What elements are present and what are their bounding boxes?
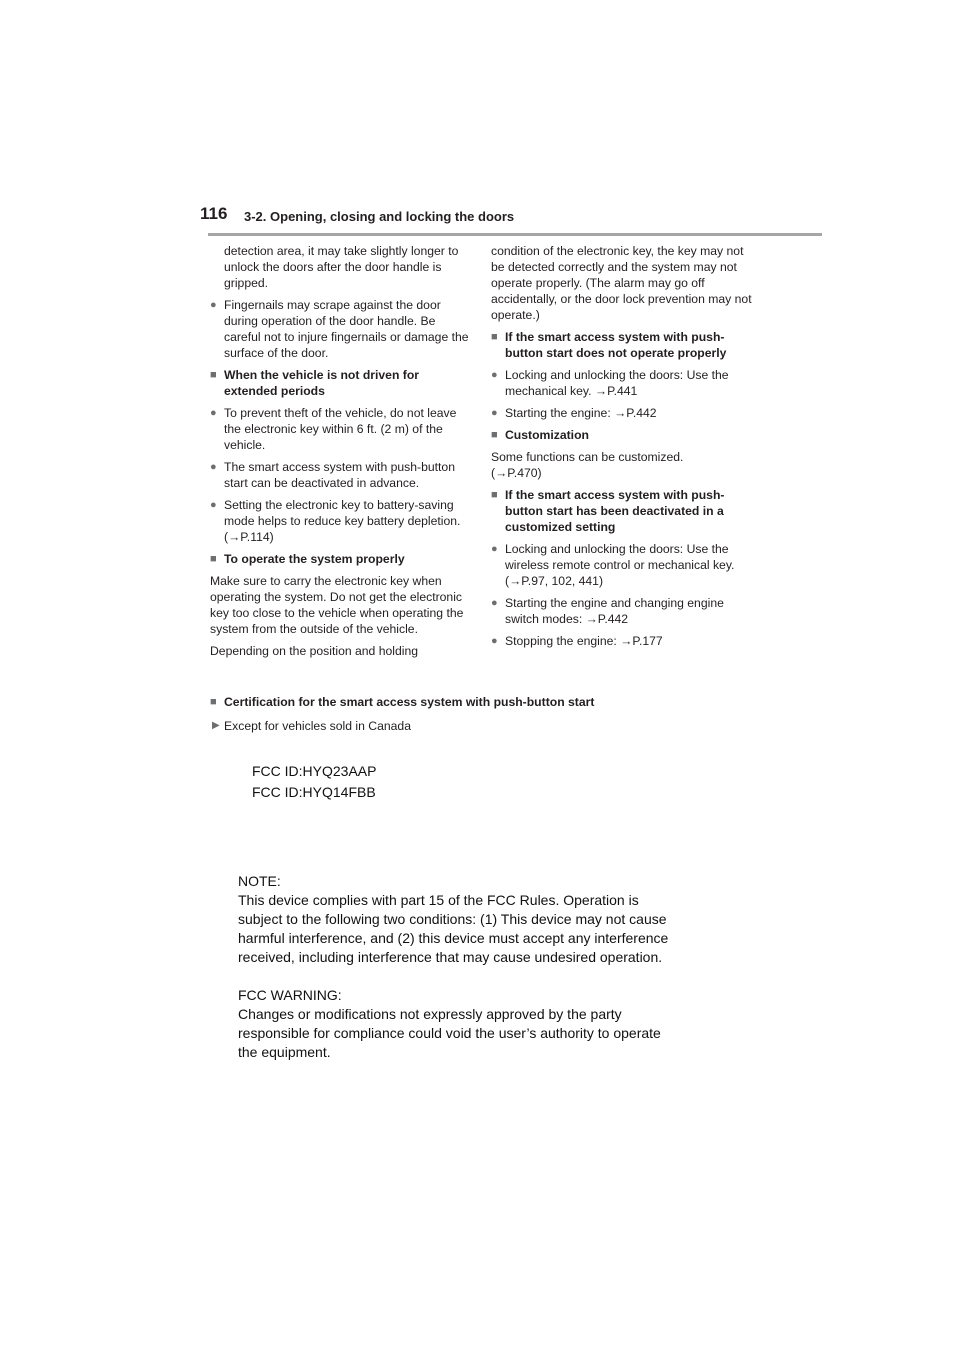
paragraph: Make sure to carry the electronic key when operating the system. Do not get the electronic key too close to the vehicle when operating the system from the outside of the vehicle. [210, 574, 464, 636]
paragraph: condition of the electronic key, the key may not be detected correctly and the system may not operate properly. (The alarm may go off accidentally, or the door lock prevention may not operate.) [491, 244, 752, 322]
page-reference-link[interactable]: P.441 [607, 384, 638, 398]
section-heading: ■ If the smart access system with push-button start does not operate properly [491, 330, 727, 360]
warning-line: responsible for compliance could void the user’s authority to operate [238, 1025, 661, 1041]
note-line: This device complies with part 15 of the FCC Rules. Operation is [238, 892, 639, 908]
arrow-icon: → [620, 634, 633, 648]
bullet-item: ● Stopping the engine: →P.177 [491, 634, 663, 648]
square-bullet-icon: ■ [210, 553, 217, 565]
warning-line: the equipment. [238, 1044, 331, 1060]
bullet-item: ● The smart access system with push-button start can be deactivated in advance. [210, 460, 455, 490]
bullet-item: ● Locking and unlocking the doors: Use the mechanical key. →P.441 [491, 368, 729, 398]
arrow-icon: → [228, 530, 241, 544]
page-reference-link[interactable]: P.442 [597, 612, 629, 626]
bullet-icon: ● [491, 597, 498, 609]
note-line: subject to the following two conditions: (1) This device may not cause [238, 911, 667, 927]
page-number: 116 [200, 204, 228, 223]
fcc-id-list [252, 761, 376, 803]
paragraph: Depending on the position and holding [210, 644, 419, 658]
triangle-bullet-icon: ▶ [212, 720, 220, 731]
page-reference-link[interactable]: P.114 [240, 530, 270, 544]
header-divider [208, 233, 822, 236]
fcc-id: FCC ID:HYQ23AAP [252, 763, 377, 779]
bullet-item: ● Starting the engine: →P.442 [491, 406, 657, 420]
bullet-icon: ● [210, 299, 217, 311]
section-heading: ■ If the smart access system with push-button start has been deactivated in a customized setting [491, 488, 725, 534]
bullet-icon: ● [491, 407, 498, 419]
bullet-item: ● Fingernails may scrape against the door during operation of the door handle. Be careful not to injure fingernails or damage the surface of the door. [210, 298, 469, 360]
region-subheading: ▶ Except for vehicles sold in Canada [212, 719, 411, 733]
note-title: NOTE: [238, 873, 281, 889]
section-title: 3-2. Opening, closing and locking the doors [244, 209, 515, 224]
note-line: harmful interference, and (2) this device must accept any interference [238, 930, 669, 946]
bullet-icon: ● [210, 461, 217, 473]
spacer [238, 967, 738, 986]
section-heading: ■ To operate the system properly [210, 552, 405, 566]
arrow-icon: → [509, 574, 522, 588]
square-bullet-icon: ■ [210, 696, 217, 708]
bullet-icon: ● [491, 635, 498, 647]
page-reference-link[interactable]: P.470 [507, 466, 538, 480]
section-heading: ■ When the vehicle is not driven for extended periods [210, 368, 420, 398]
square-bullet-icon: ■ [491, 331, 498, 343]
bullet-item: ● Starting the engine and changing engine switch modes: →P.442 [491, 596, 724, 626]
warning-line: Changes or modifications not expressly approved by the party [238, 1006, 622, 1022]
warning-title: FCC WARNING: [238, 987, 342, 1003]
section-heading: ■ Certification for the smart access system with push-button start [210, 695, 595, 709]
note-line: received, including interference that may cause undesired operation. [238, 949, 663, 965]
arrow-icon: → [585, 612, 598, 626]
page-header [200, 204, 822, 234]
arrow-icon: → [594, 384, 608, 398]
bullet-icon: ● [491, 543, 498, 555]
square-bullet-icon: ■ [491, 429, 498, 441]
left-column [210, 243, 472, 665]
page-reference-link[interactable]: P.97, 102, 441 [521, 574, 599, 588]
fcc-id: FCC ID:HYQ14FBB [252, 784, 376, 800]
continued-text: detection area, it may take slightly longer to unlock the doors after the door handle is gripped. [224, 244, 459, 290]
arrow-icon: → [495, 466, 508, 480]
bullet-item: ● Setting the electronic key to battery-saving mode helps to reduce key battery depletion. (→P.114) [210, 498, 461, 544]
square-bullet-icon: ■ [210, 369, 217, 381]
square-bullet-icon: ■ [491, 489, 498, 501]
fcc-notice [238, 872, 738, 1062]
section-heading: ■ Customization [491, 428, 589, 442]
paragraph: Some functions can be customized. (→P.470) [491, 450, 684, 480]
bullet-icon: ● [210, 407, 217, 419]
arrow-icon: → [614, 406, 627, 420]
bullet-item: ● Locking and unlocking the doors: Use the wireless remote control or mechanical key. (→P.97, 102, 441) [491, 542, 735, 588]
page-reference-link[interactable]: P.177 [632, 634, 663, 648]
page-reference-link[interactable]: P.442 [626, 406, 657, 420]
bullet-icon: ● [491, 369, 498, 381]
right-column [491, 243, 755, 655]
certification-section [210, 694, 810, 734]
bullet-icon: ● [210, 499, 217, 511]
bullet-item: ● To prevent theft of the vehicle, do not leave the electronic key within 6 ft. (2 m) of the vehicle. [210, 406, 457, 452]
